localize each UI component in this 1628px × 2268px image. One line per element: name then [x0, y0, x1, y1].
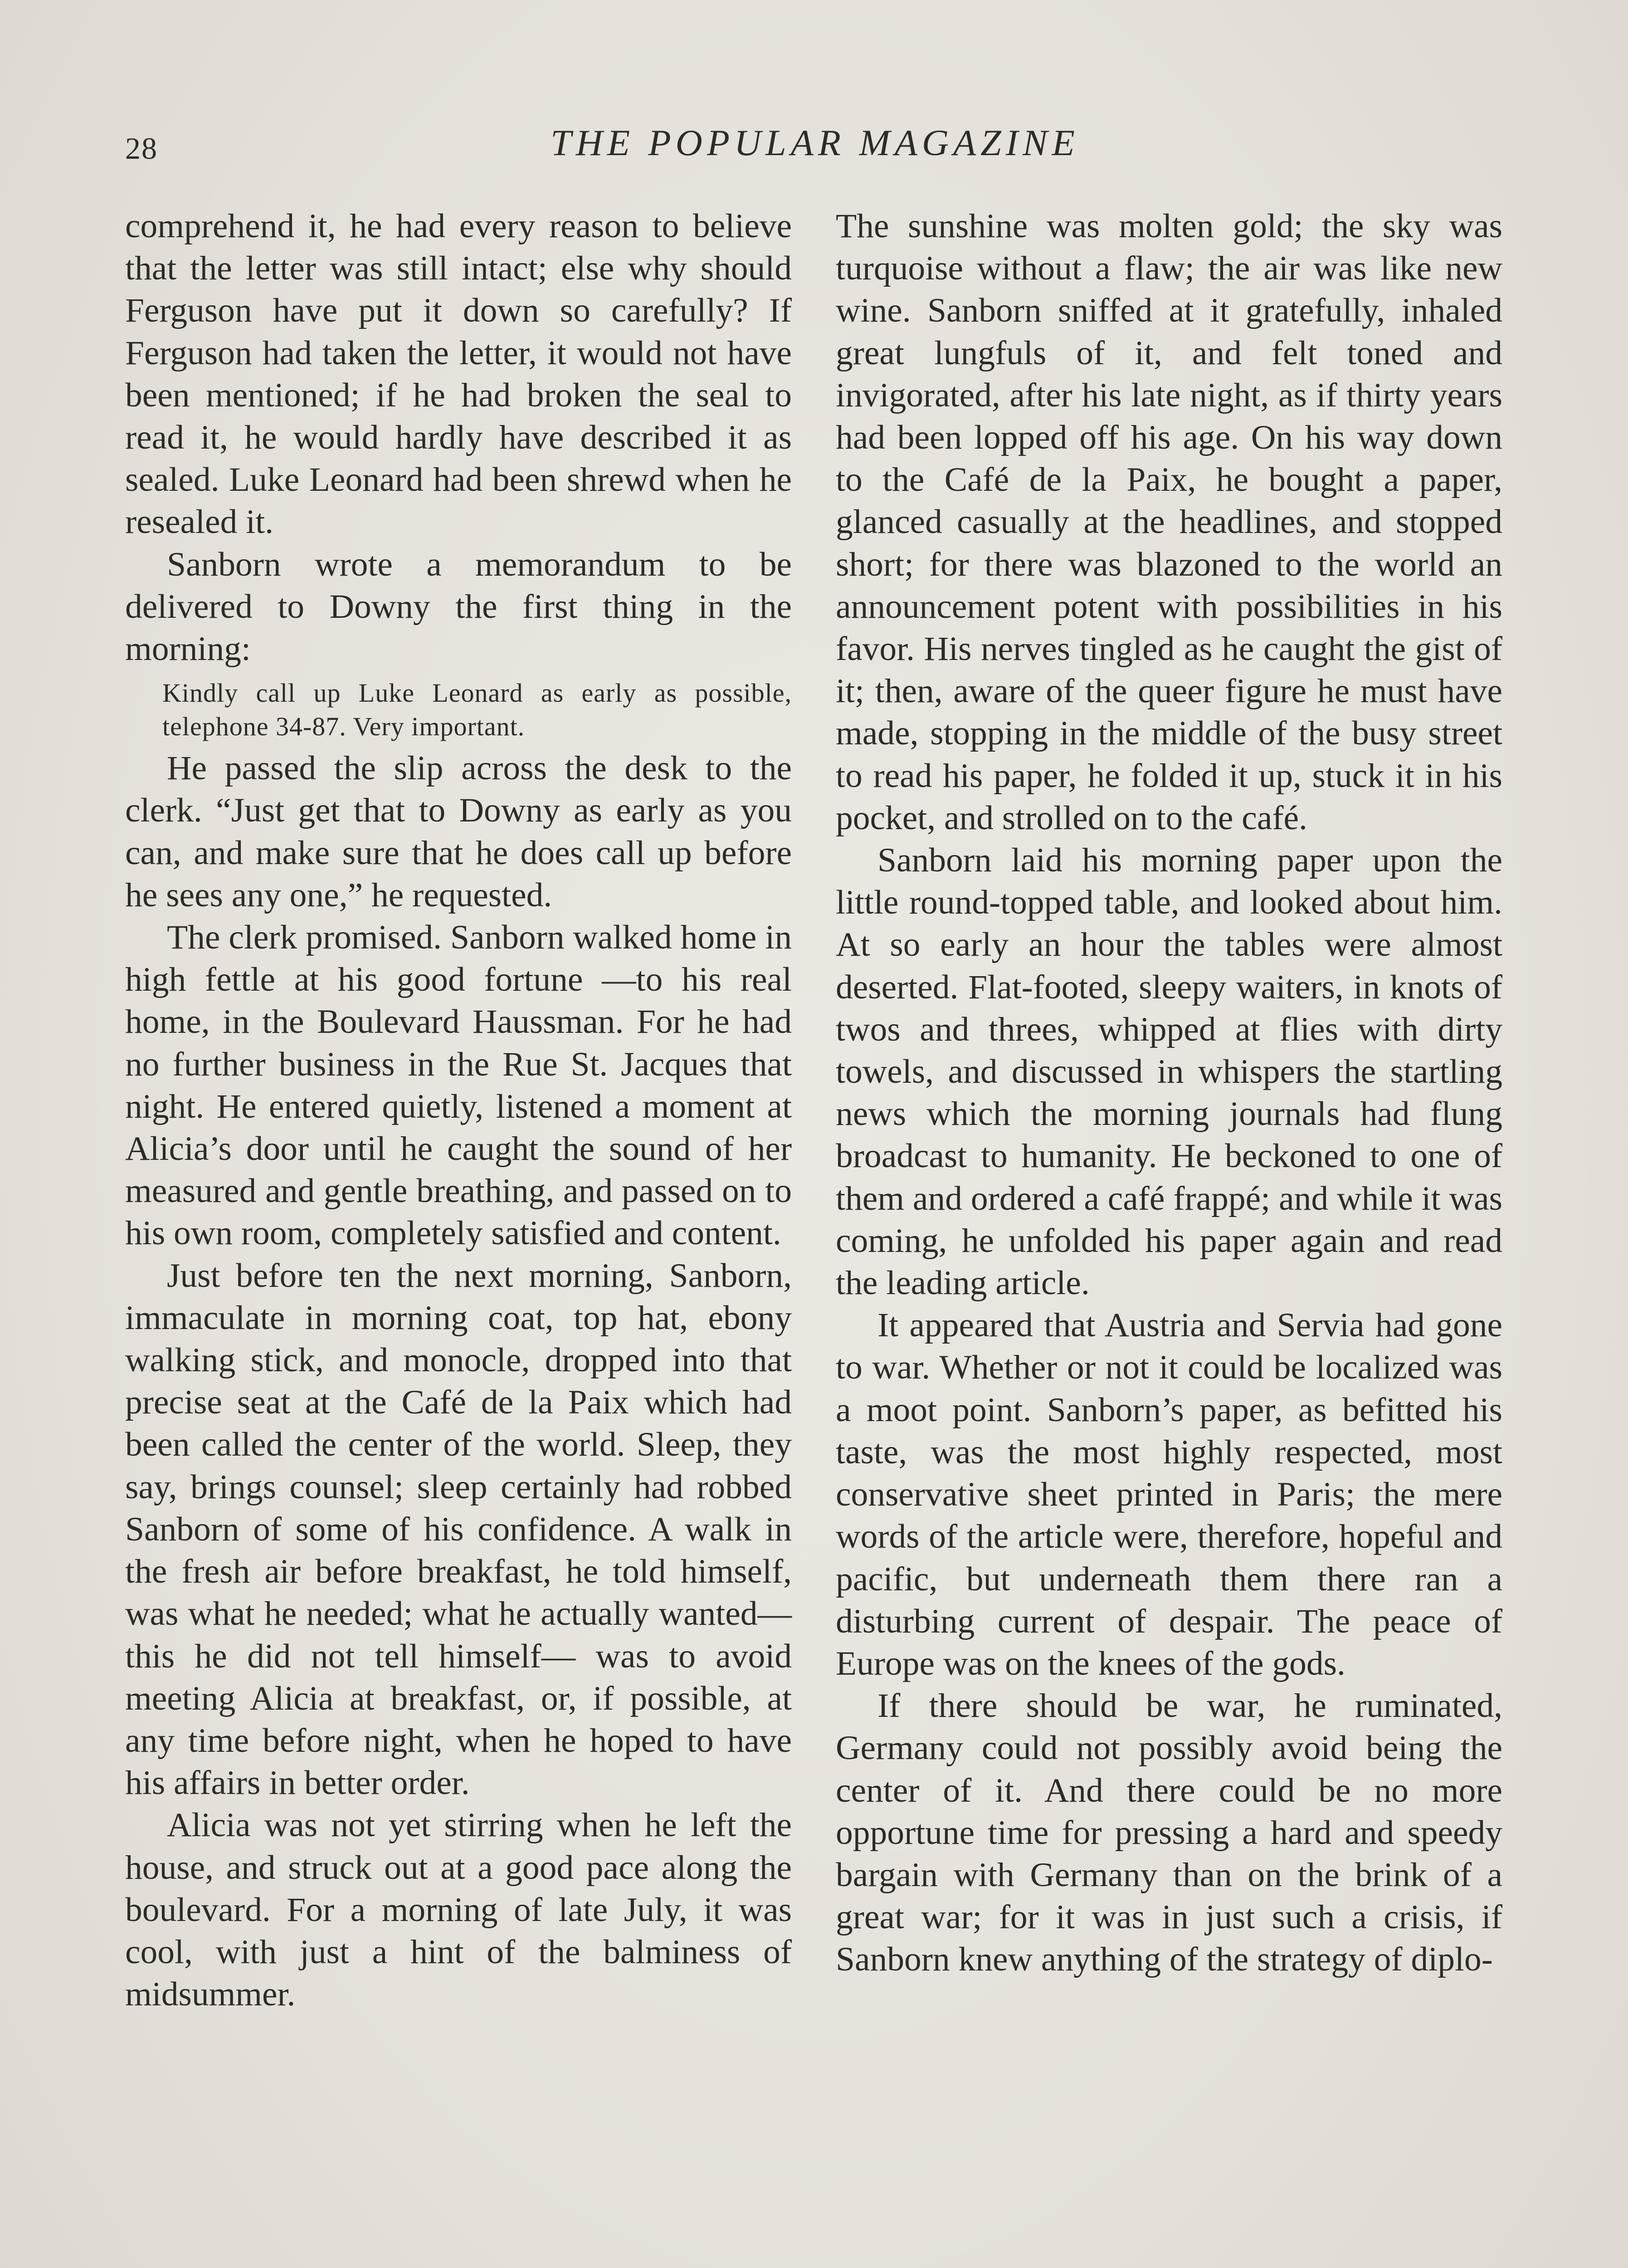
page-header	[125, 122, 1505, 171]
paragraph: Sanborn laid his morning paper upon the little round-topped table, and looked about him. At so early an hour the tables were almost deserted. Flat-footed, sleepy waiters, in knots of twos and threes, whipped at flies with dirty towels, and discussed in whispers the startling news which the morning journals had flung broadcast to humanity. He beckoned to one of them and ordered a café frappé; and while it was coming, he unfolded his paper again and read the leading article.	[836, 841, 1502, 1302]
paragraph: He passed the slip across the desk to the clerk. “Just get that to Downy as early as you can, and make sure that he does call up before he sees any one,” he requested.	[125, 749, 792, 914]
left-column	[125, 205, 792, 2015]
paragraph: Sanborn wrote a memorandum to be delivered to Downy the first thing in the morning:	[125, 545, 792, 668]
paragraph: The clerk promised. Sanborn walked home in high fettle at his good fortune —to his real home, in the Boulevard Haussman. For he had no further business in the Rue St. Jacques that night. He entered quietly, listened a moment at Alicia’s door until he caught the sound of her measured and gentle breathing, and passed on to his own room, completely satisfied and content.	[125, 919, 792, 1252]
paragraph: If there should be war, he ruminated, Germany could not possibly avoid being the center of it. And there could be no more opportune time for pressing a hard and speedy bargain with Germany than on the brink of a great war; for it was in just such a crisis, if Sanborn knew anything of the strategy of diplo-	[836, 1687, 1502, 1979]
paragraph: The sunshine was molten gold; the sky was turquoise without a flaw; the air was like new wine. Sanborn sniffed at it gratefully, inhaled great lungfuls of it, and felt toned and invigorated, after his late night, as if thirty years had been lopped off his age. On his way down to the Café de la Paix, he bought a paper, glanced casually at the headlines, and stopped short; for there was blazoned to the world an announcement potent with possibilities in his favor. His nerves tingled as he caught the gist of it; then, aware of the queer figure he must have made, stopping in the middle of the busy street to read his paper, he folded it up, stuck it in his pocket, and strolled on to the café.	[836, 207, 1502, 837]
paragraph: Just before ten the next morning, Sanborn, immaculate in morning coat, top hat, ebony walking stick, and monocle, dropped into that precise seat at the Café de la Paix which had been called the center of the world. Sleep, they say, brings counsel; sleep certainly had robbed Sanborn of some of his confidence. A walk in the fresh air before breakfast, he told himself, was what he needed; what he actually wanted—this he did not tell himself— was to avoid meeting Alicia at breakfast, or, if possible, at any time before night, when he hoped to have his affairs in better order.	[125, 1256, 792, 1802]
paragraph: Alicia was not yet stirring when he left the house, and struck out at a good pace along the boulevard. For a morning of late July, it was cool, with just a hint of the balminess of midsummer.	[125, 1806, 792, 2014]
memorandum-text: Kindly call up Luke Leonard as early as possible, telephone 34-87. Very important.	[162, 678, 792, 742]
paragraph: It appeared that Austria and Servia had gone to war. Whether or not it could be localized was a moot point. Sanborn’s paper, as befitted his taste, was the most highly respected, most conservative sheet printed in Paris; the mere words of the article were, therefore, hopeful and pacific, but underneath them there ran a disturbing current of despair. The peace of Europe was on the knees of the gods.	[836, 1306, 1502, 1682]
paragraph: comprehend it, he had every reason to believe that the letter was still intact; else why should Ferguson have put it down so carefully? If Ferguson had taken the letter, it would not have been mentioned; if he had broken the seal to read it, he would hardly have described it as sealed. Luke Leonard had been shrewd when he resealed it.	[125, 207, 792, 541]
page-number: 28	[125, 131, 158, 166]
right-column	[836, 205, 1502, 1981]
running-title: THE POPULAR MAGAZINE	[551, 122, 1079, 163]
